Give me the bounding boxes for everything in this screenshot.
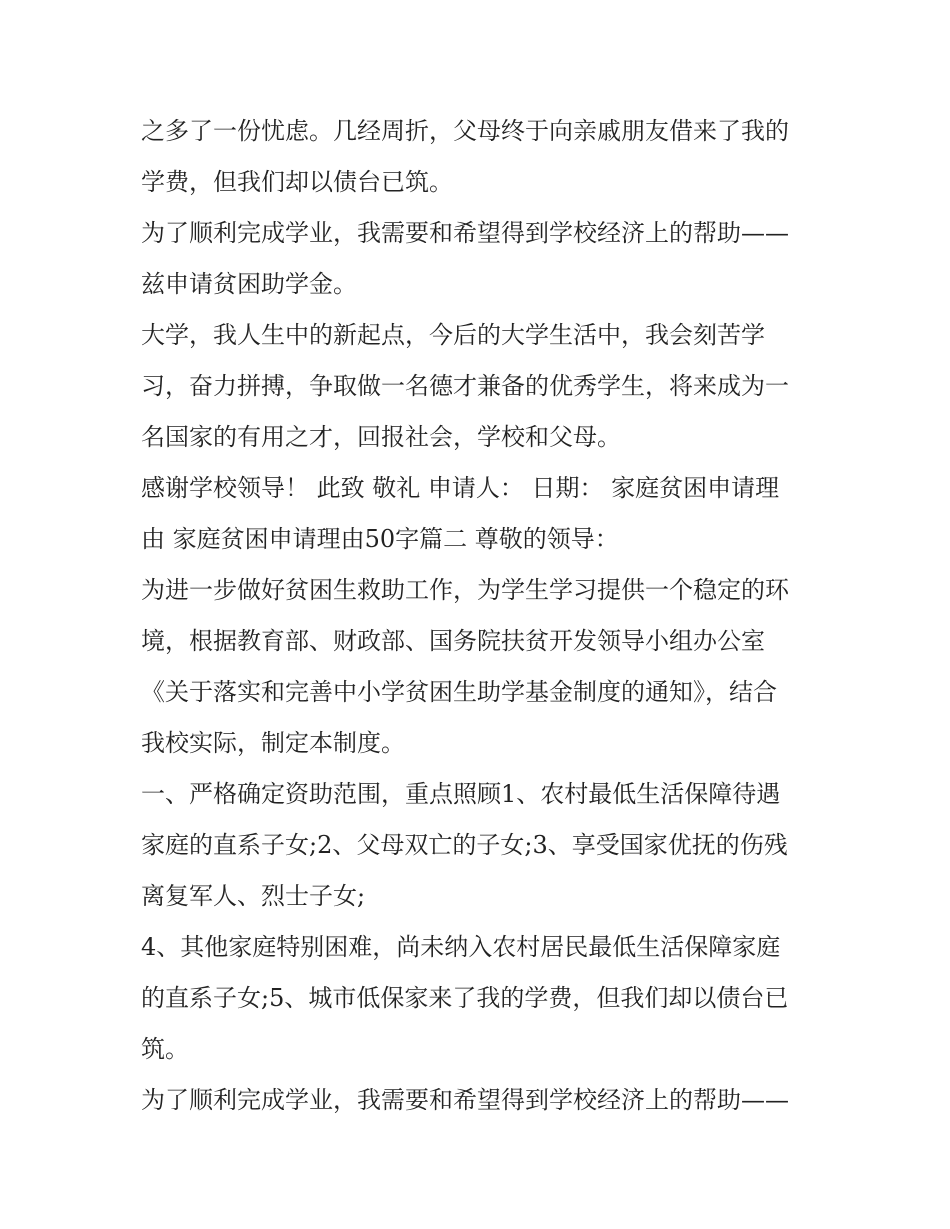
text-line: 之多了一份忧虑。几经周折，父母终于向亲戚朋友借来了我的 xyxy=(141,117,789,145)
text-line: 的直系子女;5、城市低保家来了我的学费，但我们却以债台已 xyxy=(141,984,789,1012)
text-line: 为了顺利完成学业，我需要和希望得到学校经济上的帮助—— xyxy=(141,219,789,247)
text-line: 境，根据教育部、财政部、国务院扶贫开发领导小组办公室 xyxy=(141,627,765,655)
text-line: 兹申请贫困助学金。 xyxy=(141,270,357,298)
text-line: 一、严格确定资助范围，重点照顾1、农村最低生活保障待遇 xyxy=(141,780,781,808)
text-line: 大学，我人生中的新起点，今后的大学生活中，我会刻苦学 xyxy=(141,321,765,349)
text-line: 学费，但我们却以债台已筑。 xyxy=(141,168,453,196)
text-line: 我校实际，制定本制度。 xyxy=(141,729,405,757)
text-line: 感谢学校领导！ 此致 敬礼 申请人： 日期： 家庭贫困申请理 xyxy=(141,474,780,502)
text-line: 由 家庭贫困申请理由50字篇二 尊敬的领导： xyxy=(141,525,619,553)
text-line: 习，奋力拼搏，争取做一名德才兼备的优秀学生，将来成为一 xyxy=(141,372,789,400)
text-line: 《关于落实和完善中小学贫困生助学基金制度的通知》，结合 xyxy=(141,678,777,706)
text-line: 名国家的有用之才，回报社会，学校和父母。 xyxy=(141,423,621,451)
text-line: 筑。 xyxy=(141,1035,189,1063)
text-line: 离复军人、烈士子女; xyxy=(141,882,366,910)
text-line: 4、其他家庭特别困难，尚未纳入农村居民最低生活保障家庭 xyxy=(141,933,781,961)
text-line: 为进一步做好贫困生救助工作，为学生学习提供一个稳定的环 xyxy=(141,576,789,604)
document-body xyxy=(141,106,821,1126)
text-line: 家庭的直系子女;2、父母双亡的子女;3、享受国家优抚的伤残 xyxy=(141,831,788,859)
text-line: 为了顺利完成学业，我需要和希望得到学校经济上的帮助—— xyxy=(141,1086,789,1114)
